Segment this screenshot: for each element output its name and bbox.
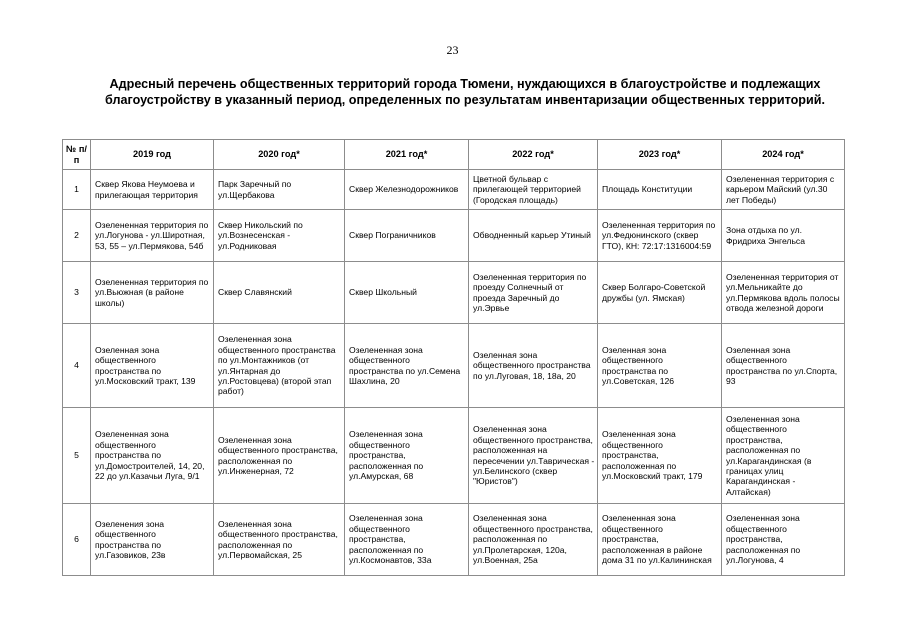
table-cell: Озелененная зона общественного пространства, расположенная по ул.Пролетарская, 120а, ул.Военная, 25а: [469, 504, 598, 576]
table-cell: Озеленная зона общественного пространства по ул.Московский тракт, 139: [91, 324, 214, 408]
table-row: [63, 210, 845, 262]
table-cell: Озелененная территория по ул.Вьюжная (в районе школы): [91, 262, 214, 324]
table-cell: Озелененная территория по проезду Солнечный от проезда Заречный до ул.Эрвье: [469, 262, 598, 324]
table-cell: Цветной бульвар с прилегающей территорией (Городская площадь): [469, 170, 598, 210]
table-row: [63, 408, 845, 504]
table-cell: Озелененная зона общественного пространства по ул.Монтажников (от ул.Янтарная до ул.Ростовцева) (второй этап работ): [214, 324, 345, 408]
table-cell: Сквер Пограничников: [345, 210, 469, 262]
table-cell: Озелененная зона общественного пространства, расположенная по ул.Логунова, 4: [722, 504, 845, 576]
table-cell: Озелененная зона общественного пространства, расположенная по ул.Инженерная, 72: [214, 408, 345, 504]
table-cell: Озелененная зона общественного пространства, расположенная по ул.Первомайская, 25: [214, 504, 345, 576]
table-cell: Озелененная территория по ул.Логунова - ул.Широтная, 53, 55 – ул.Пермякова, 54б: [91, 210, 214, 262]
column-header-2023: 2023 год*: [598, 140, 722, 170]
row-number: 1: [63, 170, 91, 210]
column-header-2022: 2022 год*: [469, 140, 598, 170]
row-number: 2: [63, 210, 91, 262]
table-cell: Сквер Никольский по ул.Вознесенская - ул.Родниковая: [214, 210, 345, 262]
table-cell: Озеленная зона общественного пространства по ул.Советская, 126: [598, 324, 722, 408]
column-header-2020: 2020 год*: [214, 140, 345, 170]
page-number: 23: [446, 43, 459, 57]
territories-table: [62, 139, 845, 576]
table-cell: Сквер Железнодорожников: [345, 170, 469, 210]
table-cell: Озеленная зона общественного пространства по ул.Спорта, 93: [722, 324, 845, 408]
table-cell: Озелененная зона общественного пространства, расположенная по ул.Космонавтов, 33а: [345, 504, 469, 576]
table-cell: Сквер Школьный: [345, 262, 469, 324]
column-header-2024: 2024 год*: [722, 140, 845, 170]
table-cell: Озелененная территория от ул.Мельникайте до ул.Пермякова вдоль полосы отвода железной дороги: [722, 262, 845, 324]
column-header-2019: 2019 год: [91, 140, 214, 170]
column-header-number: № п/п: [63, 140, 91, 170]
table-cell: Озелененная территория по ул.Федюнинского (сквер ГТО), КН: 72:17:1316004:59: [598, 210, 722, 262]
table-cell: Сквер Болгаро-Советской дружбы (ул. Ямская): [598, 262, 722, 324]
table-header-row: [63, 140, 845, 170]
document-title: Адресный перечень общественных территорий города Тюмени, нуждающихся в благоустройстве и подлежащих благоустройству в указанный период, определенных по результатам инвентаризации общественных территорий.: [105, 77, 825, 107]
table-cell: Озелененная зона общественного пространства по ул.Домостроителей, 14, 20, 22 до ул.Казачьи Луга, 9/1: [91, 408, 214, 504]
table-cell: Зона отдыха по ул. Фридриха Энгельса: [722, 210, 845, 262]
table-row: [63, 262, 845, 324]
table-cell: Парк Заречный по ул.Щербакова: [214, 170, 345, 210]
table-cell: Озелененная зона общественного пространства, расположенная в районе дома 31 по ул.Калининская: [598, 504, 722, 576]
table-cell: Озелененная зона общественного пространства, расположенная по ул.Карагандинская (в границах улиц Карагандинская - Алтайская): [722, 408, 845, 504]
table-cell: Озелененная зона общественного пространства по ул.Семена Шахлина, 20: [345, 324, 469, 408]
table-cell: Сквер Славянский: [214, 262, 345, 324]
table-cell: Озелененная зона общественного пространства, расположенная на пересечении ул.Таврическая - ул.Белинского (сквер "Юристов"): [469, 408, 598, 504]
table-row: [63, 324, 845, 408]
table-cell: Обводненный карьер Утиный: [469, 210, 598, 262]
table-row: [63, 504, 845, 576]
table-cell: Площадь Конституции: [598, 170, 722, 210]
table-cell: Озеленная зона общественного пространства по ул.Луговая, 18, 18а, 20: [469, 324, 598, 408]
row-number: 4: [63, 324, 91, 408]
table-cell: Озеленения зона общественного пространства по ул.Газовиков, 23в: [91, 504, 214, 576]
table-cell: Озелененная территория с карьером Майский (ул.30 лет Победы): [722, 170, 845, 210]
table-cell: Озелененная зона общественного пространства, расположенная по ул.Московский тракт, 179: [598, 408, 722, 504]
table-row: [63, 170, 845, 210]
table-cell: Сквер Якова Неумоева и прилегающая территория: [91, 170, 214, 210]
column-header-2021: 2021 год*: [345, 140, 469, 170]
table-cell: Озелененная зона общественного пространства, расположенная по ул.Амурская, 68: [345, 408, 469, 504]
row-number: 3: [63, 262, 91, 324]
row-number: 5: [63, 408, 91, 504]
row-number: 6: [63, 504, 91, 576]
